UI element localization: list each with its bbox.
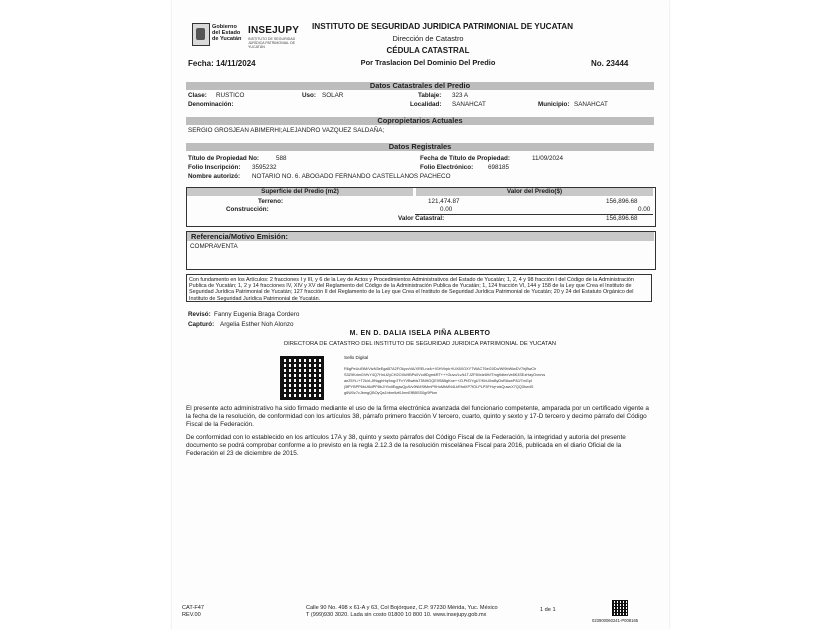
sello-line: j3fPYBPP6bUl6dPP8bJ/YbdIEqgwQp/6/v9NMSfMmP9HuMkMN4LkRhdXP7fOLPLP3FHq+wkQuwcX7QQ3hw4S [344,385,534,389]
qr-code-icon [280,356,324,400]
nombre-autorizo-value: NOTARIO NO. 6. ABOGADO FERNANDO CASTELLANOS PACHECO [252,173,451,180]
terreno-superficie: 121,474.87 [428,198,460,205]
sello-line: S3Z9KdmGVfvY4Q7HnLt2yCH2OXkI9BPs0VcdfDgmkRT+++Guvo/Lv/k1TJZFIMxIz6H/lTmg9dtexVe8K3SEzHayOvnrvs [344,373,546,377]
capturo-name: Argelia Esther Noh Alonzo [220,321,294,328]
footer-folio: 023900060241-P008165 [592,618,639,623]
copropietarios-text: SERGIO GROSJEAN ABIMERHI;ALEJANDRO VAZQUEZ SALDAÑA; [188,127,385,134]
localidad-value: SANAHCAT [452,101,486,108]
referencia-text: COMPRAVENTA [190,243,238,250]
reviso-label: Revisó: [188,311,211,318]
sello-line: aeZ5YL/+T2k/rLJfNqghHq9xqpTFvYVBwfdsT5NHGQE9S8BgKoe++ZLPf/DYgU7/KhU0wByDsRAswP8J/7mGpI [344,379,532,383]
terreno-label: Terreno: [258,198,284,205]
valor-catastral-value: 156,896.68 [606,215,638,222]
superficie-header: Superficie del Predio (m2) [187,188,413,196]
legal-paragraph-1: El presente acto administrativo ha sido firmado mediante el uso de la firma electrónica avanzada del funcionario competente, amparada por un certificado vigente a la fecha de la resolución, de conformidad con los artículos 38, párrafo primero fracción V tercero, cuarto, quinto y sexto y 17-D tercero y decimo párrafo del Código Fiscal de la Federación. [186,405,649,428]
valor-catastral-label: Valor Catastral: [398,215,445,222]
clase-label: Clase: [188,92,207,99]
document-type: CÉDULA CATASTRAL [386,46,470,55]
fecha-titulo-value: 11/09/2024 [532,155,564,162]
government-name: Gobierno del Estado de Yucatán [212,24,242,42]
footer-phone: T (999)930 3020. Lada sin costo 01800 10 800 10. www.insejupy.gob.mx [306,612,487,618]
municipio-value: SANAHCAT [574,101,608,108]
titulo-value: 588 [276,155,287,162]
page-number: 1 de 1 [540,607,556,613]
nombre-autorizo-label: Nombre autorizó: [188,173,241,180]
government-seal-icon [192,23,210,46]
issue-date: Fecha: 14/11/2024 [188,59,256,68]
folio-inscripcion-label: Folio Inscripción: [188,164,241,171]
document-reason: Por Traslacion Del Dominio Del Predio [360,58,496,67]
document-number: No. 23444 [591,59,629,68]
insejupy-subtitle: INSTITUTO DE SEGURIDAD JURÍDICA PATRIMONIAL DE YUCATÁN [248,37,296,49]
tablaje-value: 323 A [452,92,469,99]
capturo-label: Capturó: [188,321,215,328]
municipio-label: Municipio: [538,101,570,108]
section-band-copropietarios: Copropietarios Actuales [186,117,654,125]
sello-line: R6gPeUuEtM/VtzN3eEgaB7A2FOkyzvVA/XRELnz4r+lGHVhpk+lUX8XOXYTWACT6eG0Do/WI9bWlwDV7hjBwCh [344,367,537,371]
fundamento-legal: Con fundamento en los Artículos: 2 fracciones I y III, y 6 de la Ley de Actos y Procedimientos Administrativos del Estado de Yucatán; 1, 2, 4 y 98 fracción I del Código de la Administración Publica de Yucatán; 1, 2 y 14 fracciones IV, XIV y XV del Reglamento del Código de la Administración Publica de Yucatán; 1, 124 fracción VI, 144 y 158 de la Ley que Crea el Instituto de Seguridad Jurídica Patrimonial de Yucatán; 127 fracción II del Reglamento de la Ley que Crea el Instituto de Seguridad Jurídica Patrimonial de Yucatán; 20 y 24 del Estatuto Orgánico del Instituto de Seguridad Jurídica Patrimonial de Yucatán. [186,274,652,302]
uso-value: SOLAR [322,92,344,99]
folio-electronico-value: 698185 [488,164,510,171]
section-band-predio: Datos Catastrales del Predio [186,82,654,90]
reviso-name: Fanny Eugenia Braga Cordero [214,311,300,318]
institute-title: INSTITUTO DE SEGURIDAD JURIDICA PATRIMONIAL DE YUCATAN [312,22,574,31]
direction-subtitle: Dirección de Catastro [392,34,464,43]
valor-header: Valor del Predio($) [416,188,653,196]
footer-qr-icon [612,600,628,616]
form-revision: REV.00 [182,612,201,618]
folio-electronico-label: Folio Electrónico: [420,164,474,171]
document-page [172,0,669,630]
construccion-superficie: 0.00 [440,206,453,213]
referencia-label: Referencia/Motivo Emisión: [187,232,654,241]
insejupy-logo: INSEJUPY [248,25,300,36]
fecha-titulo-label: Fecha de Título de Propiedad: [420,155,510,162]
folio-inscripcion-value: 3595232 [252,164,277,171]
directora-name: M. EN D. DALIA ISELA PIÑA ALBERTO [349,330,491,337]
sello-label: Sello Digital [344,355,369,360]
construccion-valor: 0.00 [638,206,651,213]
localidad-label: Localidad: [410,101,442,108]
sello-line: g6W0z7cJbmgQBOyQa1hbm9zt0JmnEfBBSS0g/9Pkm [344,391,438,395]
form-code: CAT-F47 [182,605,204,611]
terreno-valor: 156,896.68 [606,198,638,205]
footer-address: Calle 90 No. 498 x 61-A y 63, Col Bojórquez, C.P. 97230 Mérida, Yuc. México [306,605,498,611]
uso-label: Uso: [302,92,316,99]
section-band-registrales: Datos Registrales [186,143,654,151]
clase-value: RUSTICO [216,92,245,99]
tablaje-label: Tablaje: [418,92,442,99]
construccion-label: Construcción: [226,206,269,213]
legal-paragraph-2: De conformidad con lo establecido en los artículos 17A y 38, quinto y sexto párrafos del Código Fiscal de la Federación, la integridad y autoría del presente documento se podrá comprobar conforme a lo previsto en la regla 2.12.3 de la resolución miscelánea Fiscal para 2016, publicada en el diario Oficial de la Federación el 23 de diciembre de 2015. [186,434,626,457]
denominacion-label: Denominación: [188,101,234,108]
sello-digital [344,366,610,396]
directora-cargo: DIRECTORA DE CATASTRO DEL INSTITUTO DE SEGURIDAD JURIDICA PATRIMONIAL DE YUCATAN [283,341,557,347]
titulo-label: Título de Propiedad No: [188,155,260,162]
